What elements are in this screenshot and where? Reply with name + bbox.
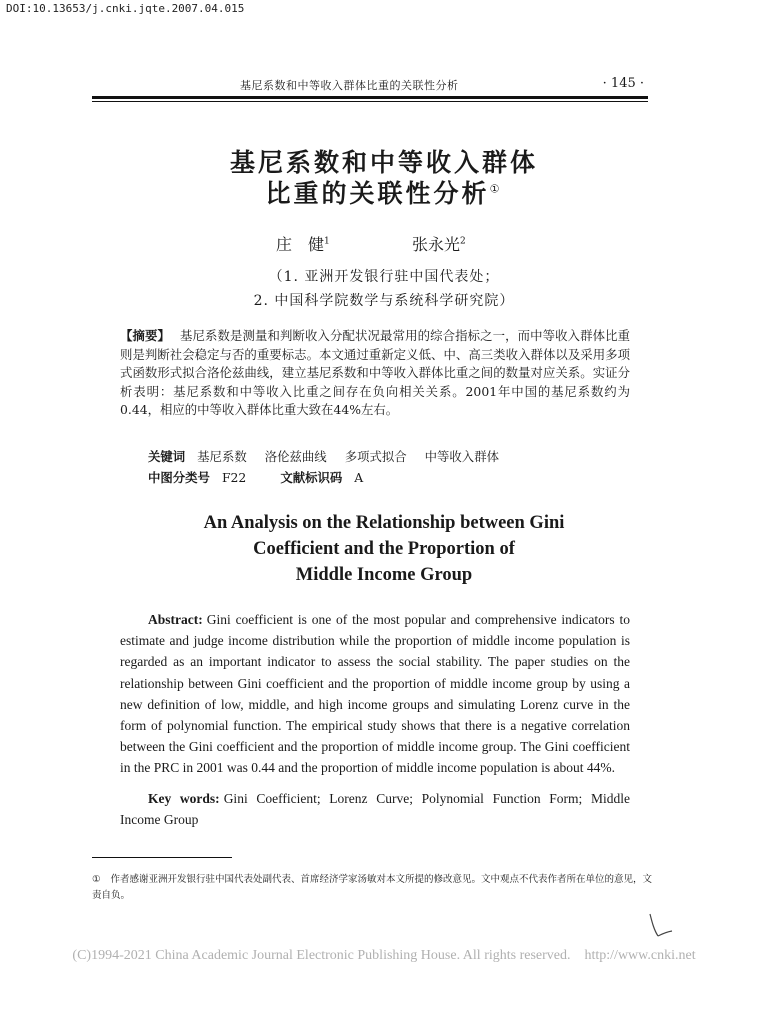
pen-mark-icon [646,912,676,940]
author-2-name: 张永光 [412,235,461,254]
footnote-rule [92,857,232,858]
page-number: · 145 · [602,76,644,91]
keywords-en-label: Key words: [148,791,220,806]
keywords-cn-label: 关键词 [148,449,186,464]
title-en-line2: Coefficient and the Proportion of [253,539,515,559]
doi-line: DOI:10.13653/j.cnki.jqte.2007.04.015 [6,2,245,15]
keyword-cn-3: 多项式拟合 [344,449,407,464]
title-note-mark: ① [489,182,503,196]
abstract-cn [120,327,630,420]
header-rule-thin [92,101,648,102]
running-title: 基尼系数和中等收入群体比重的关联性分析 [240,79,459,92]
author-2 [412,232,466,255]
keywords-cn [148,447,499,465]
title-en-line1: An Analysis on the Relationship between Gini [203,513,565,533]
author-2-affil-mark: 2 [460,236,466,247]
doc-code-value: A [354,470,364,485]
abstract-cn-label: 【摘要】 [120,328,171,343]
clc-value: F22 [221,470,247,485]
affiliation-1: （1. 亚洲开发银行驻中国代表处； [268,269,500,285]
keyword-cn-1: 基尼系数 [197,449,247,464]
footnote-mark: ① [92,874,101,885]
copyright-text: (C)1994-2021 China Academic Journal Electronic Publishing House. All rights reserved. [72,948,571,963]
classification-line [148,468,363,486]
author-1-affil-mark: 1 [324,236,330,247]
footnote [92,872,658,904]
doc-code-label: 文献标识码 [280,470,343,485]
clc-label: 中图分类号 [148,470,210,485]
abstract-en-text: Gini coefficient is one of the most popular and comprehensive indicators to estimate and judge income distribution while the proportion of middle income population is regarded as an important indicator to assess the social stability. The paper studies on the relationship between Gini coefficient and the proportion of middle income group by using a new definition of low, middle, and high income groups and simulating Lorenz curve in the form of polynomial function. The empirical study shows that there is a negative correlation between the Gini coefficient and the proportion of middle income group. The Gini coefficient in the PRC in 2001 was 0.44 and the proportion of middle income population is about 44%. [120,612,630,776]
abstract-en-label: Abstract: [148,612,203,627]
abstract-en [120,609,630,779]
title-cn-line1: 基尼系数和中等收入群体 [229,148,538,177]
title-cn-line2 [0,174,768,210]
keyword-cn-4: 中等收入群体 [424,449,499,464]
title-en-line3: Middle Income Group [295,565,473,585]
copyright-watermark [0,948,768,964]
header-rule-thick [92,96,648,99]
keywords-en-text: Gini Coefficient; Lorenz Curve; Polynomial Function Form; Middle Income Group [120,791,630,828]
footnote-text: 作者感谢亚洲开发银行驻中国代表处副代表、首席经济学家汤敏对本文所提的修改意见。文中观点不代表作者所在单位的意见，文责自负。 [92,874,653,901]
title-cn-line2-text: 比重的关联性分析 [265,179,490,208]
abstract-cn-text: 基尼系数是测量和判断收入分配状况最常用的综合指标之一，而中等收入群体比重则是判断社会稳定与否的重要标志。本文通过重新定义低、中、高三类收入群体以及采用多项式函数形式拟合洛伦兹曲线，建立基尼系数和中等收入群体比重之间的数量对应关系。实证分析表明：基尼系数和中等收入比重之间存在负向相关关系。2001年中国的基尼系数约为0.44，相应的中等收入群体比重大致在44%左右。 [120,328,631,418]
keyword-cn-2: 洛伦兹曲线 [264,449,327,464]
affiliation-2: 2. 中国科学院数学与系统科学研究院） [253,293,515,309]
author-1-name: 庄 健 [276,235,325,254]
cnki-url: http://www.cnki.net [584,948,696,963]
keywords-en [120,788,630,830]
author-1 [276,232,330,255]
